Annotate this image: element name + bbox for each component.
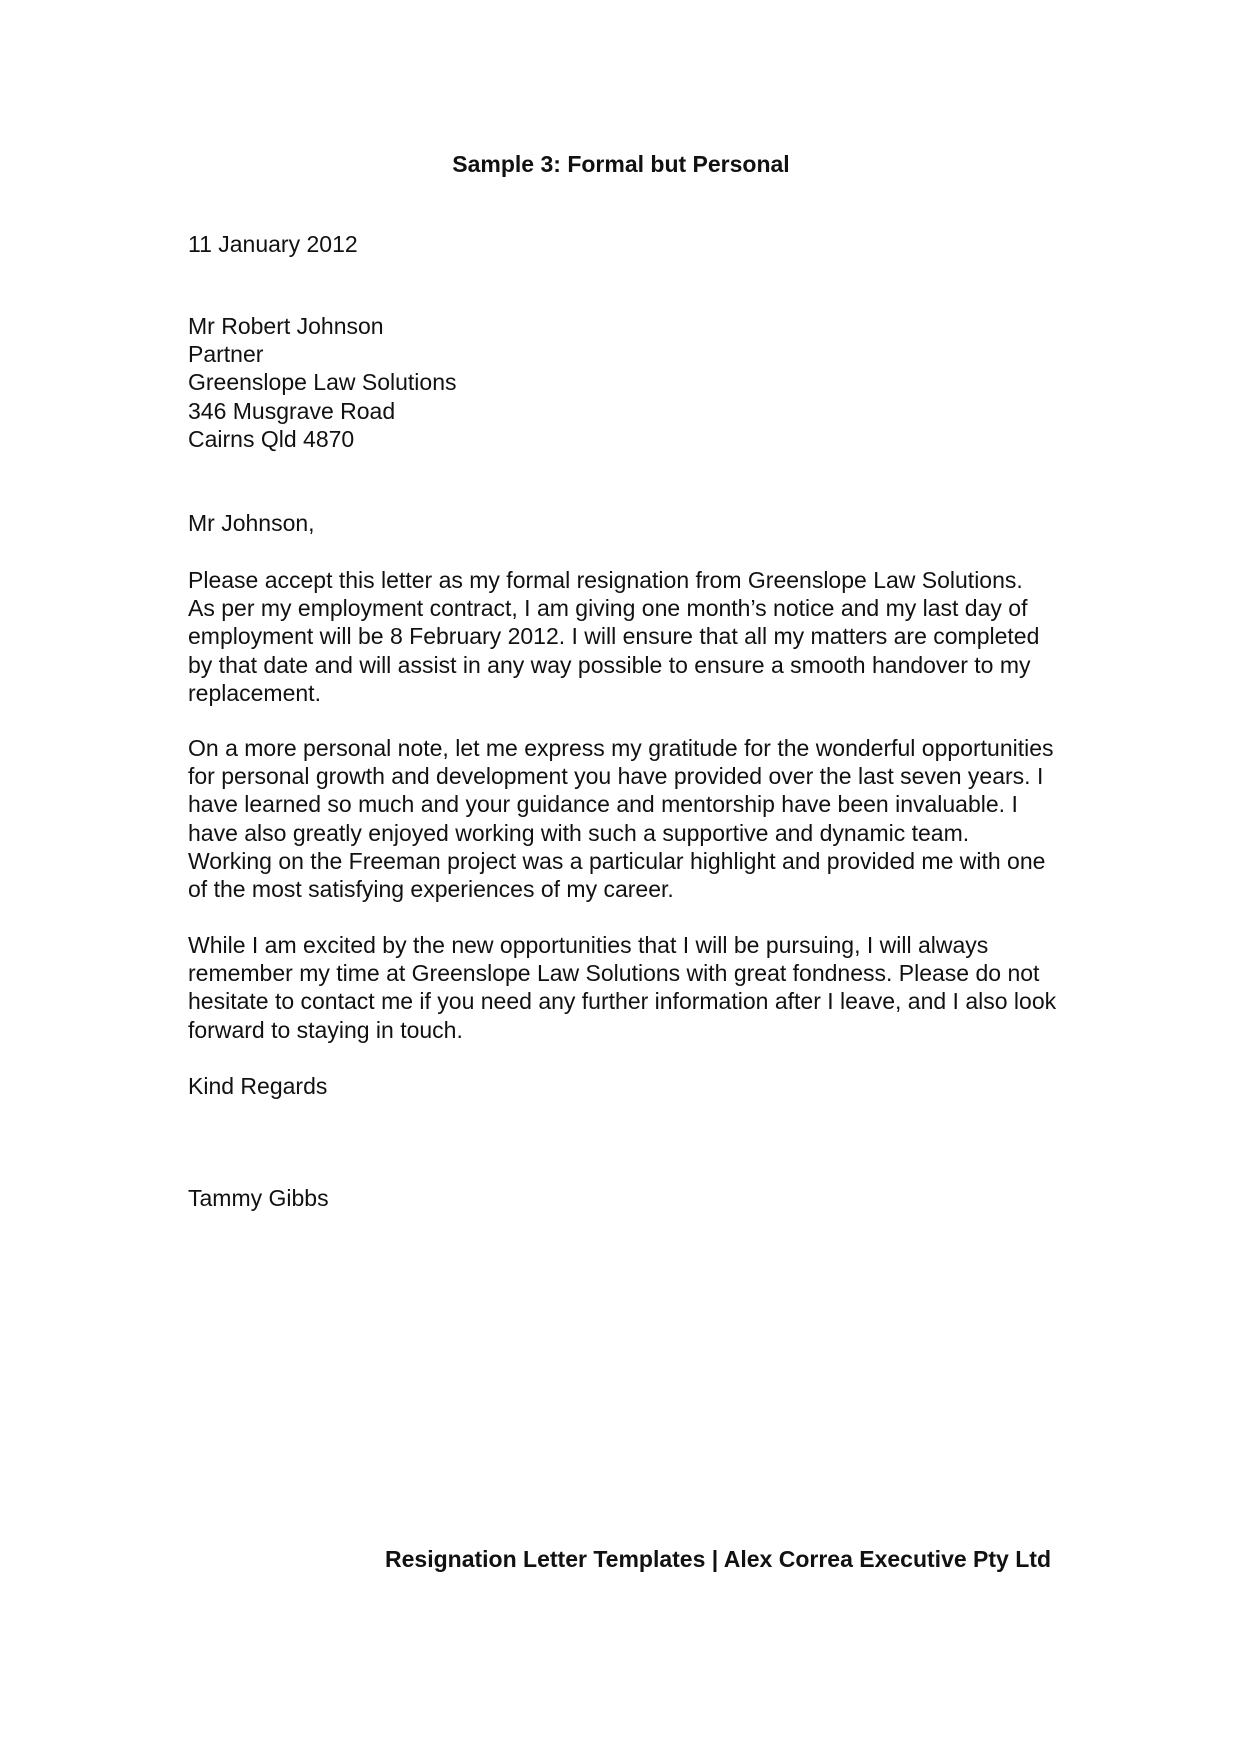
salutation: Mr Johnson,	[188, 510, 315, 536]
paragraph-line: As per my employment contract, I am giving one month’s notice and my last day of	[188, 595, 1028, 622]
paragraph-line: Please accept this letter as my formal resignation from Greenslope Law Solutions.	[188, 567, 1023, 593]
paragraph-line: have learned so much and your guidance and mentorship have been invaluable. I	[188, 791, 1018, 818]
body-paragraph-2	[188, 734, 1068, 903]
address-line-name: Mr Robert Johnson	[188, 313, 384, 339]
paragraph-line: for personal growth and development you have provided over the last seven years. I	[188, 763, 1044, 790]
paragraph-line: On a more personal note, let me express my gratitude for the wonderful opportunities	[188, 735, 1054, 761]
paragraph-line: have also greatly enjoyed working with such a supportive and dynamic team.	[188, 819, 970, 846]
paragraph-line: of the most satisfying experiences of my career.	[188, 875, 674, 902]
paragraph-line: by that date and will assist in any way possible to ensure a smooth handover to my	[188, 651, 1031, 678]
address-line-city: Cairns Qld 4870	[188, 425, 355, 452]
signature-name: Tammy Gibbs	[188, 1185, 329, 1211]
letter-date: 11 January 2012	[188, 231, 358, 257]
body-paragraph-3	[188, 931, 1068, 1044]
paragraph-line: forward to staying in touch.	[188, 1016, 463, 1043]
paragraph-line: remember my time at Greenslope Law Solutions with great fondness. Please do not	[188, 960, 1040, 987]
paragraph-line: employment will be 8 February 2012. I will ensure that all my matters are completed	[188, 623, 1040, 650]
paragraph-line: replacement.	[188, 679, 321, 706]
document-title: Sample 3: Formal but Personal	[452, 151, 790, 177]
paragraph-line: hesitate to contact me if you need any further information after I leave, and I also look	[188, 988, 1057, 1015]
address-line-position: Partner	[188, 341, 264, 368]
body-paragraph-1	[188, 566, 1068, 707]
footer: Resignation Letter Templates | Alex Correa Executive Pty Ltd	[385, 1546, 1051, 1572]
address-line-street: 346 Musgrave Road	[188, 397, 396, 424]
recipient-address	[188, 312, 1068, 453]
closing: Kind Regards	[188, 1073, 328, 1099]
address-line-company: Greenslope Law Solutions	[188, 369, 457, 396]
paragraph-line: Working on the Freeman project was a particular highlight and provided me with one	[188, 847, 1046, 874]
paragraph-line: While I am excited by the new opportunities that I will be pursuing, I will always	[188, 932, 989, 958]
